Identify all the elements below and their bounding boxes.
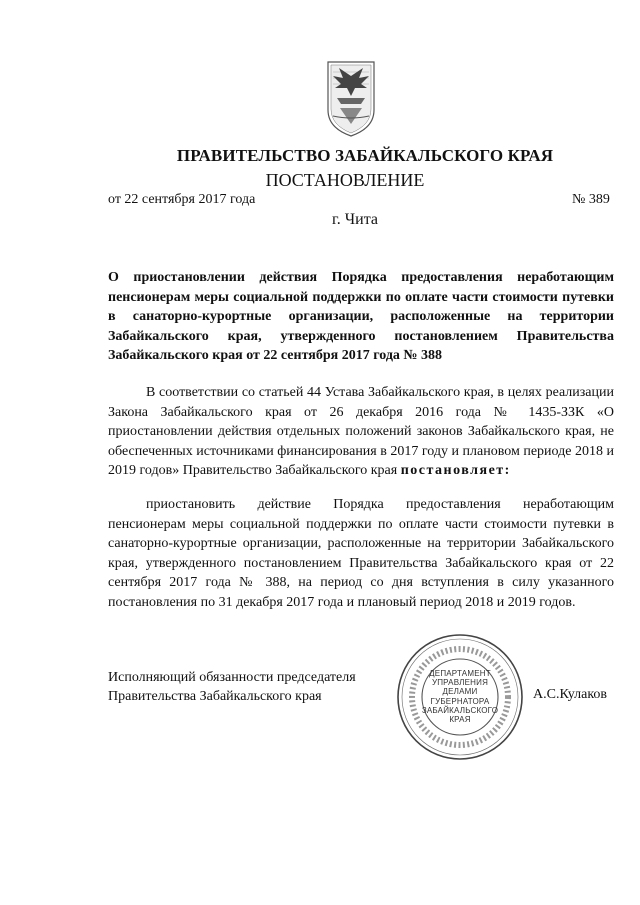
decree-type: ПОСТАНОВЛЕНИЕ (265, 170, 425, 190)
decree-date: от 22 сентября 2017 года (108, 192, 256, 207)
stamp-line: ЗАБАЙКАЛЬСКОГО (421, 705, 499, 715)
government-title: ПРАВИТЕЛЬСТВО ЗАБАЙКАЛЬСКОГО КРАЯ (176, 146, 554, 165)
stamp-line: КРАЯ (449, 715, 471, 725)
body-paragraph-2: приостановить действие Порядка предоставления неработающим пенсионерам меры социальной поддержки по оплате части стоимости путевки в санаторно-курортные организации, расположенные на территории Забайкальского края, утвержденного постановлением Правительства Забайкальского края от 22 сентября 2017 года № 388, на период со дня вступления в силу указанного постановления по 31 декабря 2017 года и плановый период 2018 и 2019 годов. (108, 497, 614, 610)
stamp-line: ГУБЕРНАТОРА (430, 696, 490, 706)
stamp-center-text (420, 669, 500, 724)
signatory-position-line-1: Исполняющий обязанности председателя (108, 670, 356, 685)
stamp-line: ДЕПАРТАМЕНТ (429, 669, 491, 678)
decree-verb: постановляет: (400, 463, 511, 479)
stamp-line: УПРАВЛЕНИЯ (431, 678, 489, 688)
coat-of-arms-icon (325, 58, 377, 138)
signatory-position (108, 668, 356, 706)
decree-number: № 389 (572, 192, 610, 207)
stamp-line: ДЕЛАМИ (442, 687, 478, 697)
signatory-position-line-2: Правительства Забайкальского края (108, 689, 322, 704)
signatory-name: А.С.Кулаков (533, 687, 608, 702)
body-paragraph-1 (108, 383, 614, 481)
decree-subject: О приостановлении действия Порядка предоставления неработающим пенсионерам меры социальной поддержки по оплате части стоимости путевки в санаторно-курортные организации, расположенные на территории Забайкальского края, утвержденного постановлением Правительства Забайкальского края от 22 сентября 2017 года № 388 (108, 270, 614, 363)
decree-city: г. Чита (331, 211, 378, 228)
body-paragraph-1-text: В соответствии со статьей 44 Устава Забайкальского края, в целях реализации Закона Забайкальского края от 26 декабря 2016 года № 1435-ЗЗК «О приостановлении действия отдельных положений законов Забайкальского края, не обеспеченных источниками финансирования в 2017 году и плановом периоде 2018 и 2019 годов» Правительство Забайкальского края (108, 385, 614, 479)
